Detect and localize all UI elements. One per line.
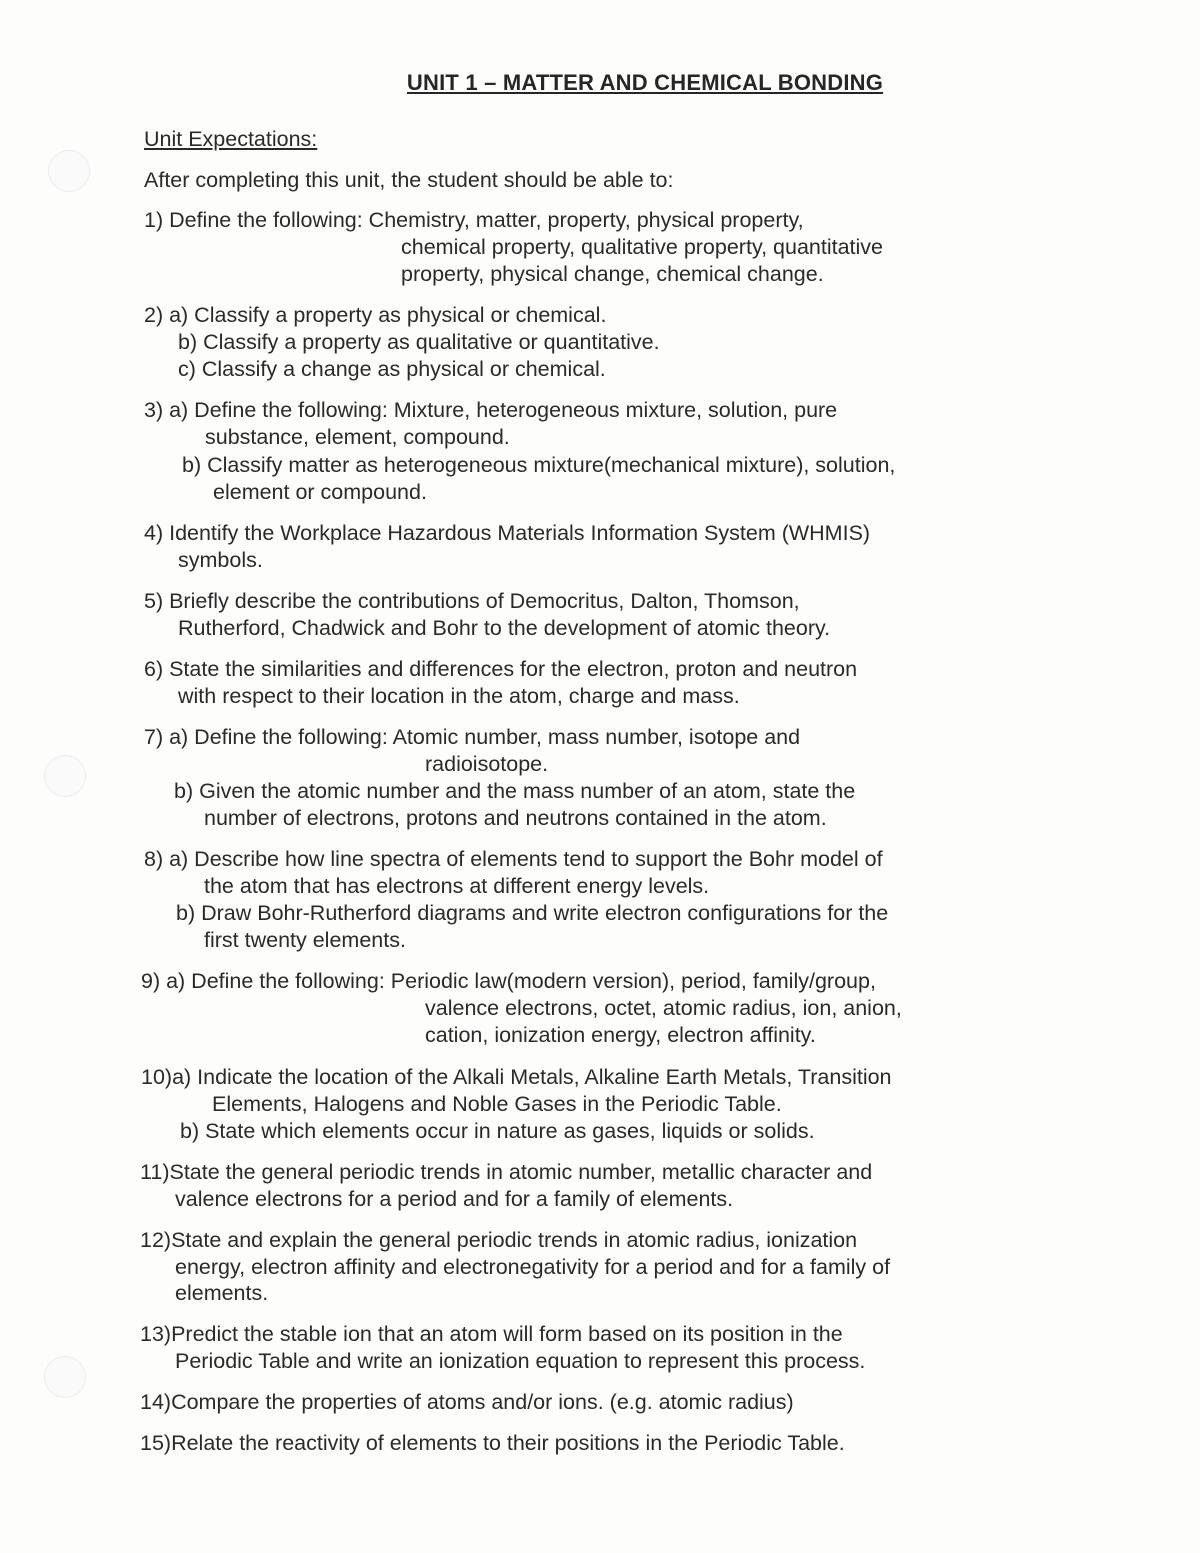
expectation-line: element or compound. [213, 480, 427, 504]
expectation-line: valence electrons for a period and for a family of elements. [175, 1187, 734, 1211]
expectation-line: 12)State and explain the general periodic trends in atomic radius, ionization [140, 1228, 858, 1252]
expectation-line: energy, electron affinity and electronegativity for a period and for a family of [175, 1255, 891, 1279]
punch-hole-bottom [44, 1356, 86, 1398]
section-heading: Unit Expectations: [144, 127, 318, 151]
expectation-line: 3) a) Define the following: Mixture, heterogeneous mixture, solution, pure [144, 398, 838, 422]
expectation-line: Rutherford, Chadwick and Bohr to the development of atomic theory. [178, 616, 831, 640]
expectation-line: b) State which elements occur in nature as gases, liquids or solids. [180, 1119, 815, 1143]
expectation-line: property, physical change, chemical change. [401, 262, 824, 286]
expectation-line: 4) Identify the Workplace Hazardous Materials Information System (WHMIS) [144, 521, 871, 545]
expectation-line: Periodic Table and write an ionization equation to represent this process. [175, 1349, 866, 1373]
expectation-line: Elements, Halogens and Noble Gases in the Periodic Table. [212, 1092, 782, 1116]
punch-hole-top [48, 150, 90, 192]
expectation-line: with respect to their location in the atom, charge and mass. [178, 684, 740, 708]
expectation-line: 15)Relate the reactivity of elements to their positions in the Periodic Table. [140, 1431, 845, 1455]
expectation-line: 2) a) Classify a property as physical or chemical. [144, 303, 607, 327]
expectation-line: substance, element, compound. [205, 425, 510, 449]
expectation-line: 13)Predict the stable ion that an atom will form based on its position in the [140, 1322, 843, 1346]
expectation-line: 7) a) Define the following: Atomic number, mass number, isotope and [144, 725, 801, 749]
expectation-line: chemical property, qualitative property, quantitative [401, 235, 884, 259]
expectation-line: b) Given the atomic number and the mass number of an atom, state the [174, 779, 856, 803]
expectation-line: c) Classify a change as physical or chemical. [178, 357, 606, 381]
expectation-line: valence electrons, octet, atomic radius, ion, anion, [425, 996, 902, 1020]
expectation-line: symbols. [178, 548, 263, 572]
expectation-line: b) Classify matter as heterogeneous mixture(mechanical mixture), solution, [182, 453, 896, 477]
expectation-line: 11)State the general periodic trends in atomic number, metallic character and [140, 1160, 873, 1184]
expectation-line: first twenty elements. [204, 928, 406, 952]
expectation-line: 9) a) Define the following: Periodic law(modern version), period, family/group, [141, 969, 876, 993]
expectation-line: radioisotope. [425, 752, 549, 776]
expectation-line: 5) Briefly describe the contributions of Democritus, Dalton, Thomson, [144, 589, 800, 613]
expectation-line: b) Draw Bohr-Rutherford diagrams and write electron configurations for the [176, 901, 889, 925]
punch-hole-middle [44, 755, 86, 797]
expectation-line: the atom that has electrons at different energy levels. [204, 874, 710, 898]
expectation-line: cation, ionization energy, electron affinity. [425, 1023, 816, 1047]
expectation-line: 14)Compare the properties of atoms and/or ions. (e.g. atomic radius) [140, 1390, 794, 1414]
expectation-line: 1) Define the following: Chemistry, matter, property, physical property, [144, 208, 804, 232]
document-title: UNIT 1 – MATTER AND CHEMICAL BONDING [406, 70, 884, 95]
expectation-line: elements. [175, 1281, 269, 1305]
expectation-line: 8) a) Describe how line spectra of elements tend to support the Bohr model of [144, 847, 883, 871]
intro-text: After completing this unit, the student should be able to: [144, 168, 674, 192]
expectation-line: number of electrons, protons and neutrons contained in the atom. [204, 806, 827, 830]
expectation-line: 10)a) Indicate the location of the Alkali Metals, Alkaline Earth Metals, Transition [141, 1065, 892, 1089]
expectation-line: 6) State the similarities and differences for the electron, proton and neutron [144, 657, 858, 681]
expectation-line: b) Classify a property as qualitative or quantitative. [178, 330, 660, 354]
